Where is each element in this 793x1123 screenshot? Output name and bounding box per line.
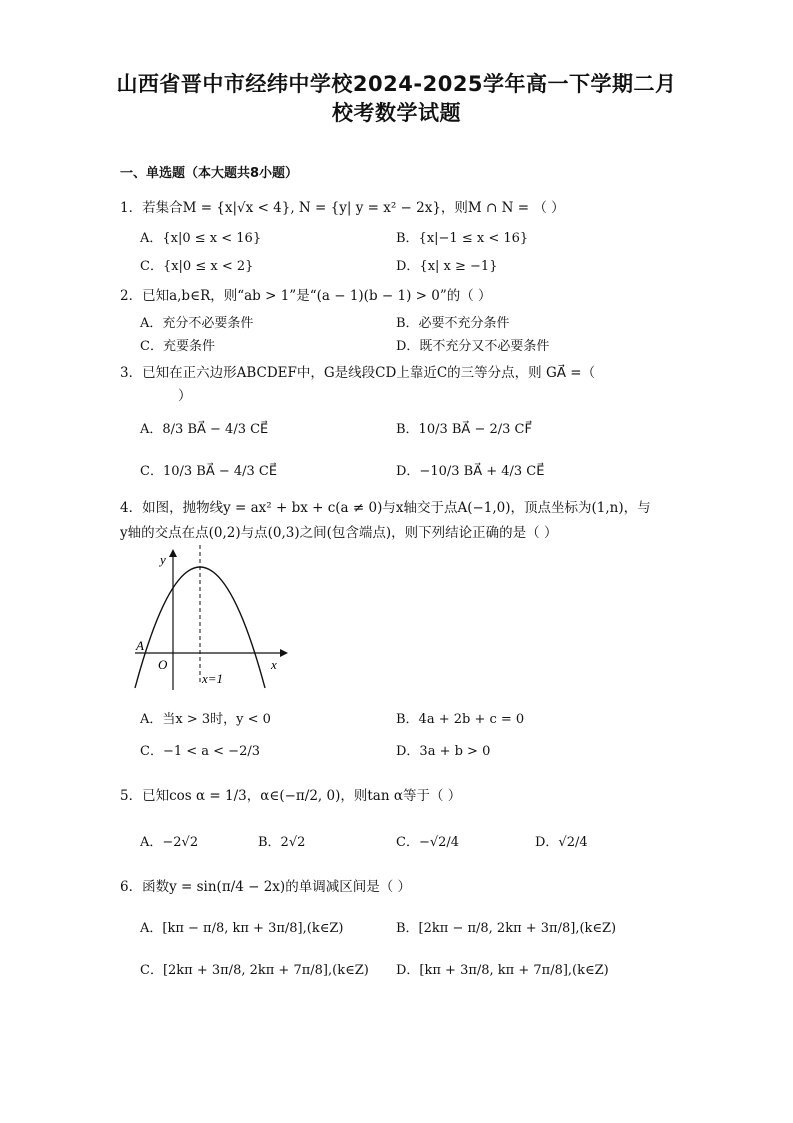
x-axis-label: x <box>271 657 277 672</box>
question-2-option-b: B．必要不充分条件 <box>396 316 510 331</box>
point-a-label: A <box>136 638 144 653</box>
question-4-stem-cont: y轴的交点在点(0,2)与点(0,3)之间(包含端点)，则下列结论正确的是（ ） <box>120 525 558 541</box>
question-2-option-d: D．既不充分又不必要条件 <box>396 339 550 354</box>
question-3-option-c: C．10/3 BA⃗ − 4/3 CE⃗ <box>140 464 278 479</box>
question-5-option-a: A．−2√2 <box>140 835 199 850</box>
origin-label: O <box>158 657 168 672</box>
question-5-stem: 5．已知cos α = 1/3，α∈(−π/2, 0)，则tan α等于（ ） <box>120 788 462 804</box>
question-4-stem: 4．如图，抛物线y = ax² + bx + c(a ≠ 0)与x轴交于点A(−1,0)，顶点坐标为(1,n)，与 <box>120 500 651 516</box>
symmetry-line-label: x=1 <box>202 671 224 686</box>
y-axis-arrow <box>169 549 177 557</box>
question-6-option-c: C．[2kπ + 3π/8, 2kπ + 7π/8],(k∈Z) <box>140 963 369 978</box>
question-3-stem: 3．已知在正六边形ABCDEF中，G是线段CD上靠近C的三等分点，则 GA⃗ =（ <box>120 365 596 381</box>
question-6-option-a: A．[kπ − π/8, kπ + 3π/8],(k∈Z) <box>140 921 344 936</box>
page-title: 山西省晋中市经纬中学校2024-2025学年高一下学期二月 <box>116 72 677 96</box>
question-1-stem: 1．若集合M = {x|√x < 4}, N = {y| y = x² − 2x}，则M ∩ N = （ ） <box>120 200 565 216</box>
question-3-stem-cont: ） <box>178 388 192 404</box>
question-1-option-b: B．{x|−1 ≤ x < 16} <box>396 231 529 246</box>
question-5-option-d: D．√2/4 <box>535 835 588 850</box>
question-2-option-a: A．充分不必要条件 <box>140 316 254 331</box>
x-axis-arrow <box>280 649 288 657</box>
question-3-option-d: D．−10/3 BA⃗ + 4/3 CE⃗ <box>396 464 545 479</box>
question-3-option-b: B．10/3 BA⃗ − 2/3 CF⃗ <box>396 422 532 437</box>
page-subtitle: 校考数学试题 <box>332 101 461 125</box>
question-4-option-d: D．3a + b > 0 <box>396 744 491 759</box>
parabola-figure <box>130 545 290 695</box>
question-6-stem: 6．函数y = sin(π/4 − 2x)的单调减区间是（ ） <box>120 879 411 895</box>
parabola-curve <box>135 567 265 688</box>
y-axis-label: y <box>160 552 166 567</box>
question-2-stem: 2．已知a,b∈R，则“ab > 1”是“(a − 1)(b − 1) > 0”的（ ） <box>120 288 492 304</box>
question-1-option-c: C．{x|0 ≤ x < 2} <box>140 259 254 274</box>
section-heading: 一、单选题（本大题共8小题） <box>120 166 299 181</box>
question-1-option-d: D．{x| x ≥ −1} <box>396 259 498 274</box>
question-5-option-b: B．2√2 <box>258 835 306 850</box>
question-1-option-a: A．{x|0 ≤ x < 16} <box>140 231 262 246</box>
question-4-option-b: B．4a + 2b + c = 0 <box>396 712 525 727</box>
question-4-option-c: C．−1 < a < −2/3 <box>140 744 260 759</box>
question-6-option-b: B．[2kπ − π/8, 2kπ + 3π/8],(k∈Z) <box>396 921 617 936</box>
question-5-option-c: C．−√2/4 <box>396 835 460 850</box>
question-2-option-c: C．充要条件 <box>140 339 215 354</box>
question-3-option-a: A．8/3 BA⃗ − 4/3 CE⃗ <box>140 422 269 437</box>
question-6-option-d: D．[kπ + 3π/8, kπ + 7π/8],(k∈Z) <box>396 963 609 978</box>
question-4-option-a: A．当x > 3时，y < 0 <box>140 712 271 727</box>
